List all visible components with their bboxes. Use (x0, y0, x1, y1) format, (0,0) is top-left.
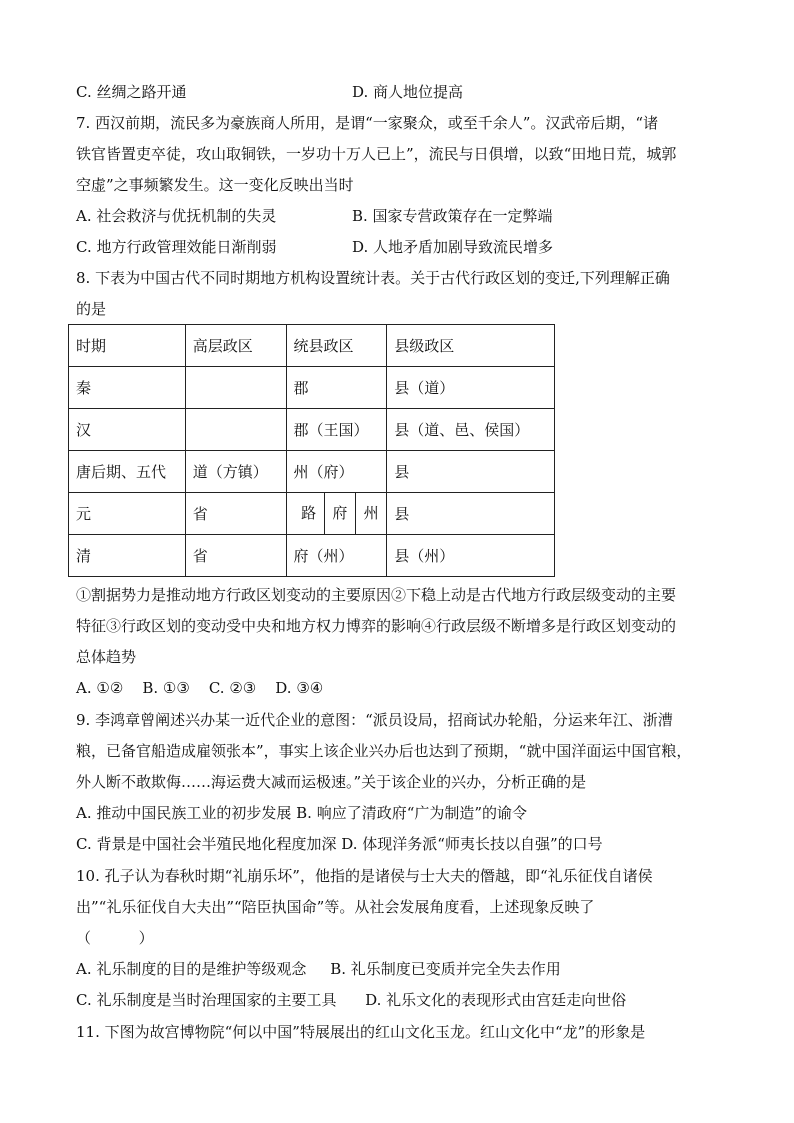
table-cell: 秦 (69, 367, 186, 409)
table-cell: 省 (185, 493, 286, 535)
table-cell: 县（州） (387, 535, 555, 577)
q7-stem-line1: 7. 西汉前期，流民多为豪族商人所用，是谓“一家聚众，或至千余人”。汉武帝后期，“诸 (76, 114, 659, 132)
q7-option-c: C. 地方行政管理效能日渐削弱 (76, 238, 277, 256)
q9-stem-line3: 外人断不敢欺侮……海运费大减而运极速。”关于该企业的兴办，分析正确的是 (76, 773, 587, 791)
q8-stem-line1: 8. 下表为中国古代不同时期地方机构设置统计表。关于古代行政区划的变迁,下列理解正确 (76, 269, 670, 287)
subdivision-zhou: 州 (363, 504, 379, 522)
q8-stem-line2: 的是 (76, 300, 107, 318)
subdivision-lu: 路 (294, 493, 325, 534)
q9-options-ab: A. 推动中国民族工业的初步发展 B. 响应了清政府“广为制造”的谕令 (76, 804, 528, 822)
table-cell: 元 (69, 493, 186, 535)
q7-stem-line2: 铁官皆置吏卒徒，攻山取铜铁，一岁功十万人已上”，流民与日俱增，以致“田地日荒，城郭 (76, 145, 677, 163)
table-cell: 道（方镇） (185, 451, 286, 493)
q9-options-cd: C. 背景是中国社会半殖民地化程度加深 D. 体现洋务派“师夷长技以自强”的口号 (76, 835, 603, 853)
q8-statements-line2: 特征③行政区划的变动受中央和地方权力博弈的影响④行政层级不断增多是行政区划变动的 (76, 617, 677, 635)
q6-option-d: D. 商人地位提高 (352, 83, 464, 101)
table-cell: 唐后期、五代 (69, 451, 186, 493)
table-cell: 汉 (69, 409, 186, 451)
q7-option-d: D. 人地矛盾加剧导致流民增多 (352, 238, 554, 256)
q6-option-c: C. 丝绸之路开通 (76, 83, 187, 101)
table-row (69, 451, 555, 493)
q11-stem-line1: 11. 下图为故宫博物院“何以中国”特展展出的红山文化玉龙。红山文化中“龙”的形象是 (76, 1023, 646, 1041)
q8-statements-line3: 总体趋势 (76, 648, 137, 666)
subdivision-fu: 府 (325, 493, 356, 534)
table-header-cell: 高层政区 (185, 325, 286, 367)
table-cell: 州（府） (286, 451, 387, 493)
table-cell: 府（州） (286, 535, 387, 577)
table-header-row (69, 325, 555, 367)
table-header-cell: 县级政区 (387, 325, 555, 367)
q10-answer-blank: （ ） (76, 929, 154, 947)
table-row (69, 493, 555, 535)
q7-option-b: B. 国家专营政策存在一定弊端 (352, 207, 553, 225)
table-cell-split (286, 493, 387, 535)
q7-stem-line3: 空虚”之事频繁发生。这一变化反映出当时 (76, 176, 354, 194)
table-cell: 郡 (286, 367, 387, 409)
table-cell: 清 (69, 535, 186, 577)
table-cell: 省 (185, 535, 286, 577)
q8-options: A. ①② B. ①③ C. ②③ D. ③④ (76, 679, 324, 697)
q8-table (68, 324, 555, 577)
yuan-subdivision (294, 493, 387, 534)
table-header-cell: 统县政区 (286, 325, 387, 367)
q9-stem-line2: 粮，已备官船造成雇领张本”，事实上该企业兴办后也达到了预期，“就中国洋面运中国官粮， (76, 742, 692, 760)
table-row (69, 367, 555, 409)
q9-stem-line1: 9. 李鸿章曾阐述兴办某一近代企业的意图：“派员设局，招商试办轮船，分运来年江、浙漕 (76, 711, 673, 729)
table-cell: 郡（王国） (286, 409, 387, 451)
table-cell: 县（道、邑、侯国） (387, 409, 555, 451)
table-cell: 县（道） (387, 367, 555, 409)
table-row (69, 535, 555, 577)
table-cell: 县 (387, 493, 555, 535)
table-cell: 县 (387, 451, 555, 493)
q10-options-cd: C. 礼乐制度是当时治理国家的主要工具 D. 礼乐文化的表现形式由宫廷走向世俗 (76, 991, 627, 1009)
q7-option-a: A. 社会救济与优抚机制的失灵 (76, 207, 277, 225)
q10-options-ab: A. 礼乐制度的目的是维护等级观念 B. 礼乐制度已变质并完全失去作用 (76, 960, 561, 978)
table-cell (185, 409, 286, 451)
q8-statements-line1: ①割据势力是推动地方行政区划变动的主要原因②下稳上动是古代地方行政层级变动的主要 (76, 586, 677, 604)
table-cell (185, 367, 286, 409)
q10-stem-line1: 10. 孔子认为春秋时期“礼崩乐坏”，他指的是诸侯与士大夫的僭越，即“礼乐征伐自诸侯 (76, 867, 653, 885)
table-header-cell: 时期 (69, 325, 186, 367)
q10-stem-line2: 出”“礼乐征伐自大夫出”“陪臣执国命”等。从社会发展角度看，上述现象反映了 (76, 898, 595, 916)
table-row (69, 409, 555, 451)
